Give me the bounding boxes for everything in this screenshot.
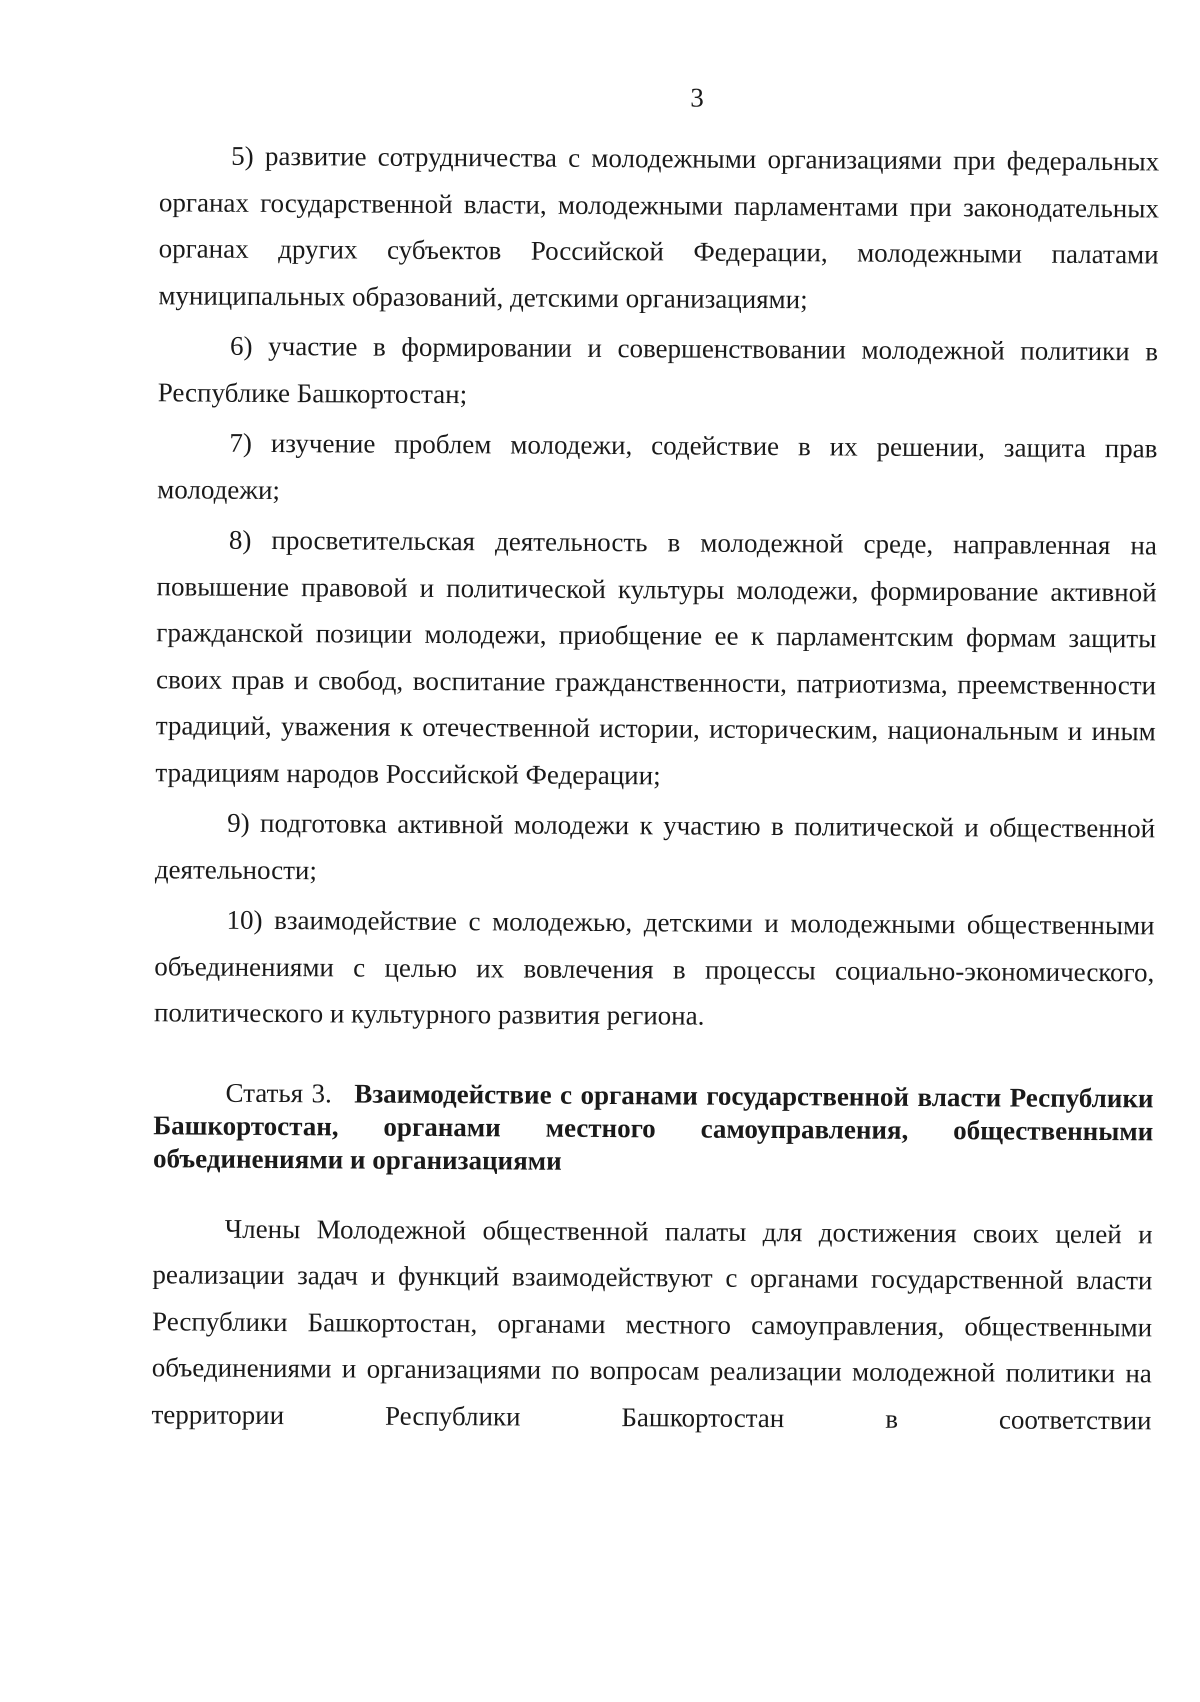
list-item-5: 5) развитие сотрудничества с молодежными организациями при федеральных органах государственной власти, молодежными парламентами при законодательных органах других субъектов Российской Федерации, молодежными палатами муниципальных образований, детскими организациями; bbox=[158, 140, 1160, 314]
article-paragraph: Члены Молодежной общественной палаты для достижения своих целей и реализации задач и функций взаимодействуют с органами государственной власти Республики Башкортостан, органами местного самоуправления, общественными объединениями и организациями по вопросам реализации молодежной политики на территории Республики Башкортостан в соответствии bbox=[151, 1213, 1153, 1435]
list-item-10: 10) взаимодействие с молодежью, детскими и молодежными общественными объединениями с целью их вовлечения в процессы социально-экономического, политического и культурного развития региона. bbox=[153, 904, 1155, 1031]
list-item-9: 9) подготовка активной молодежи к участию в политической и общественной деятельности; bbox=[154, 807, 1156, 885]
article-heading bbox=[153, 1076, 1154, 1181]
list-item-8: 8) просветительская деятельность в молодежной среде, направленная на повышение правовой и политической культуры молодежи, формирование активной гражданской позиции молодежи, приобщение ее к парламентским формам защиты своих прав и свобод, воспитание гражданственности, патриотизма, преемственности традиций, уважения к отечественной истории, историческим, национальным и иным традициям народов Российской Федерации; bbox=[155, 524, 1157, 790]
article-number: Статья 3. bbox=[225, 1077, 332, 1108]
article-title: Взаимодействие с органами государственной власти Республики Башкортостан, органами местного самоуправления, общественными объединениями и организациями bbox=[153, 1078, 1154, 1176]
document-body bbox=[151, 132, 1159, 1447]
list-item-7: 7) изучение проблем молодежи, содействие в их решении, защита прав молодежи; bbox=[157, 427, 1158, 505]
page-number: 3 bbox=[690, 82, 704, 113]
list-item-6: 6) участие в формировании и совершенствовании молодежной политики в Республике Башкортостан; bbox=[157, 330, 1159, 409]
